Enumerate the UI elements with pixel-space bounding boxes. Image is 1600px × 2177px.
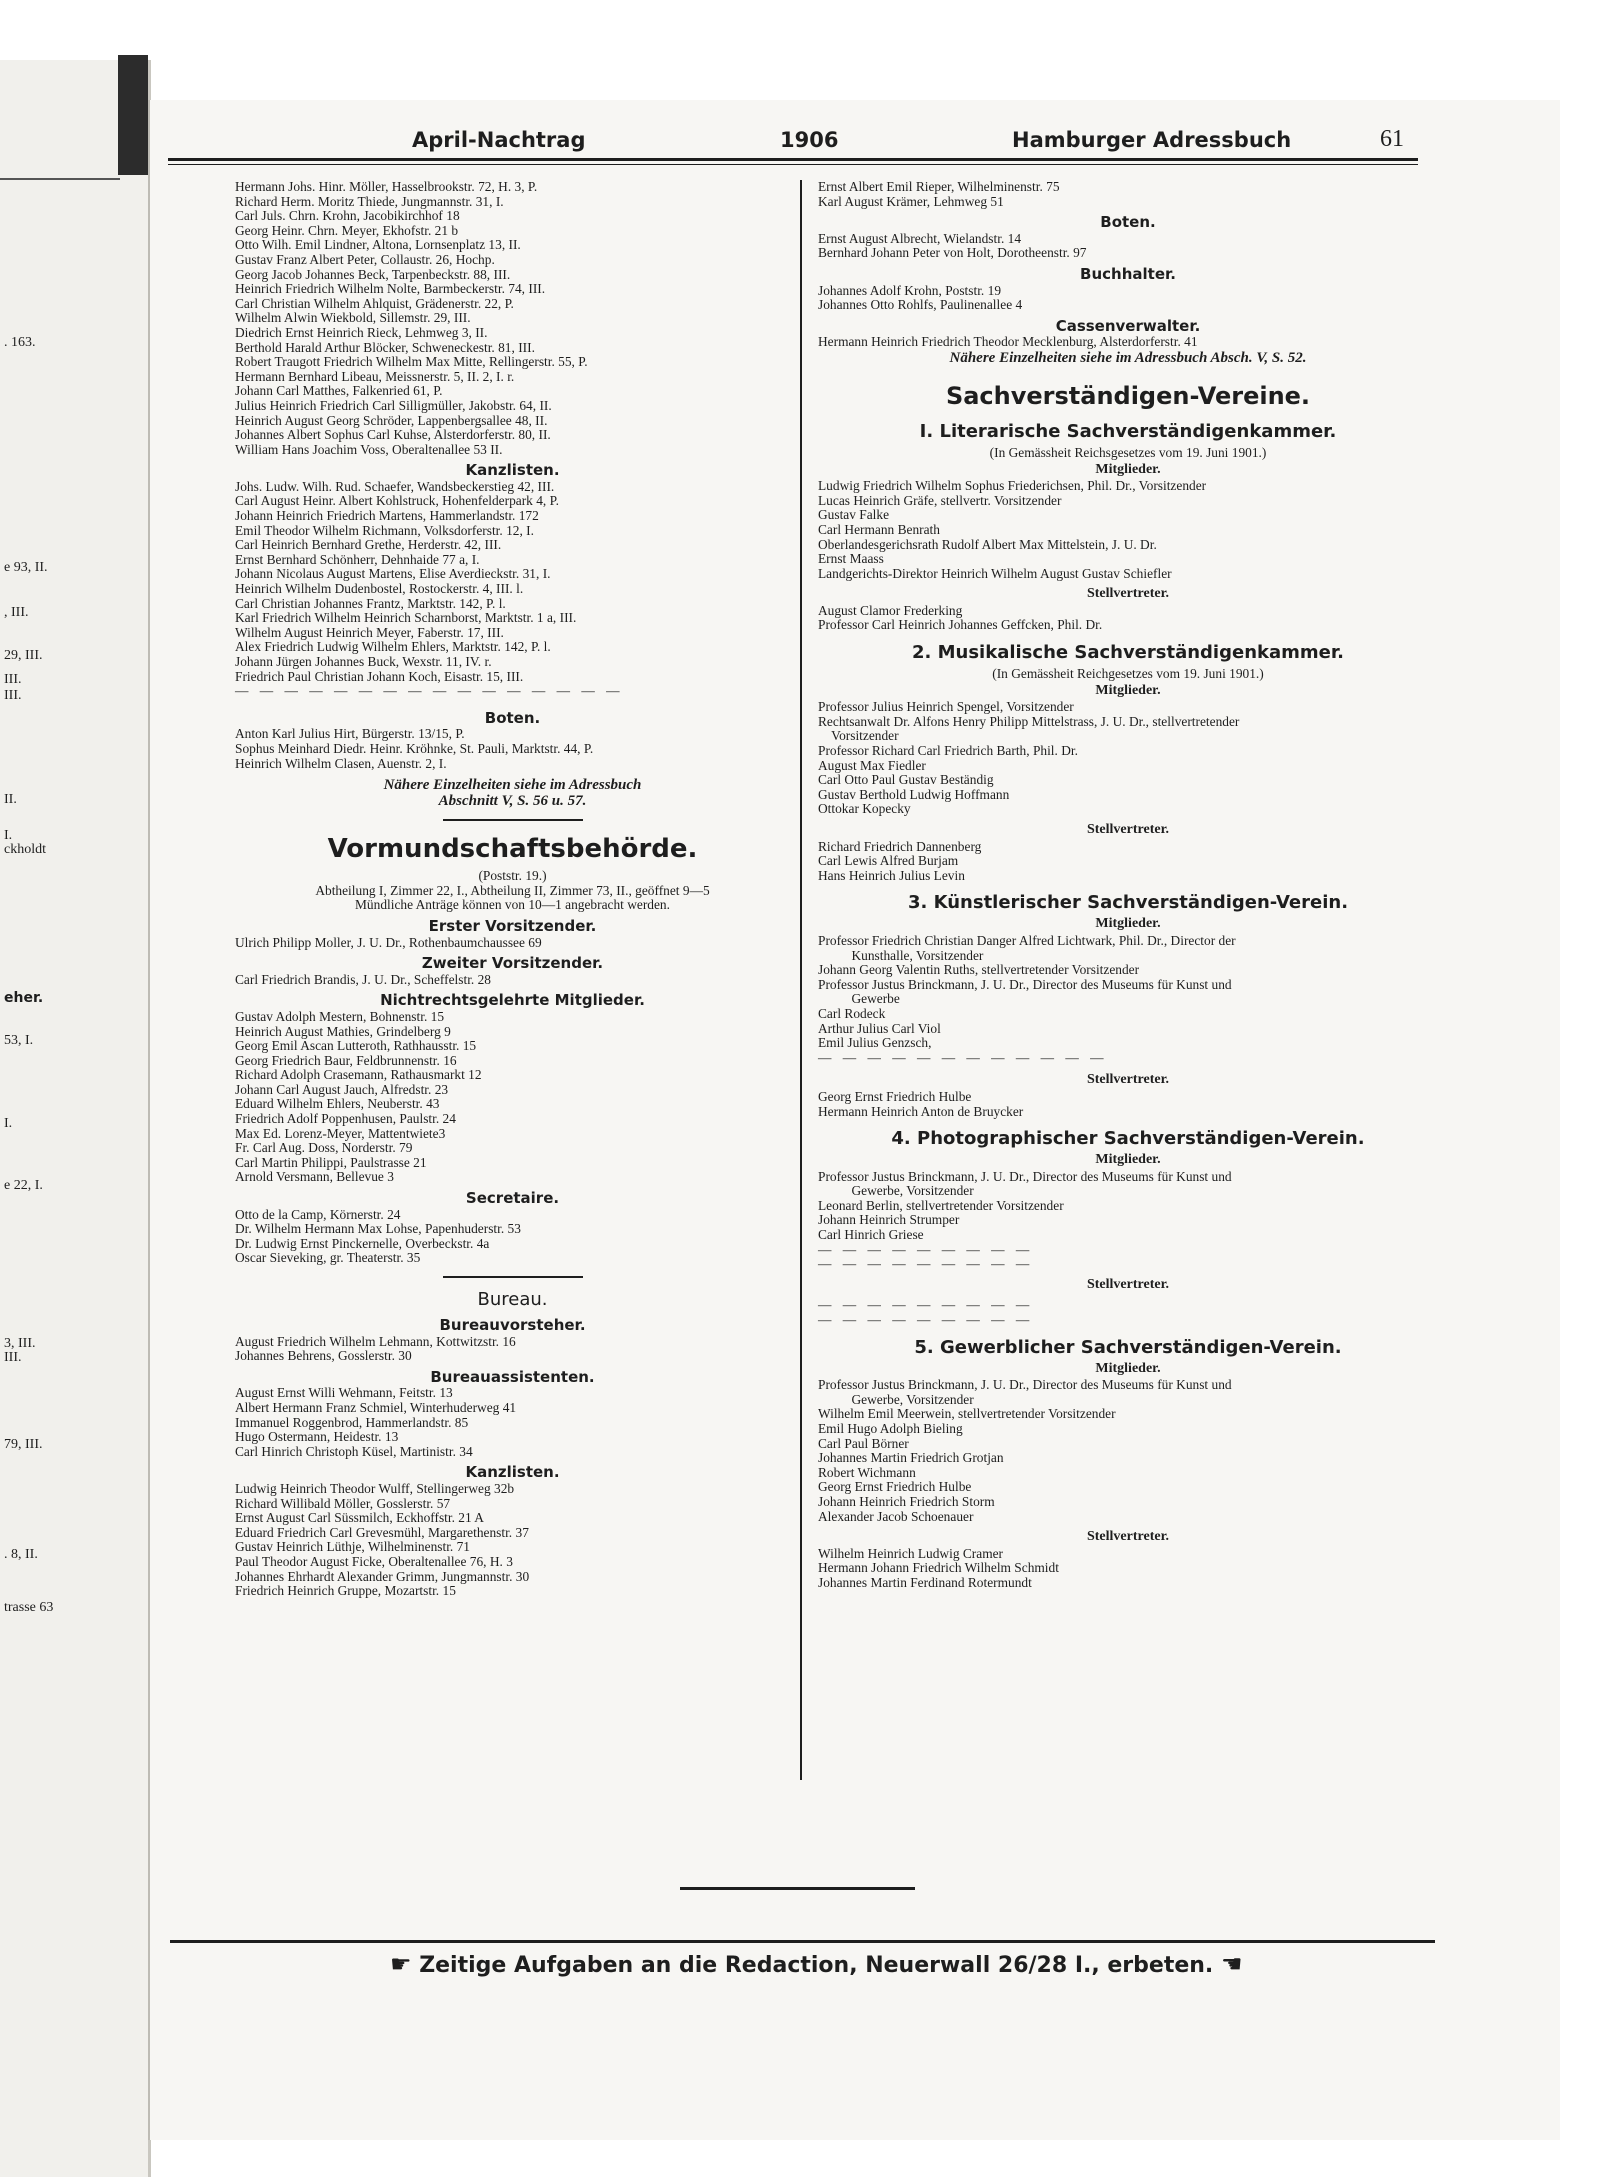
entry-list bbox=[235, 480, 790, 684]
kanzlisten-heading: Kanzlisten. bbox=[465, 461, 560, 480]
entry: Gustav Adolph Mestern, Bohnenstr. 15 bbox=[235, 1008, 445, 1024]
entry: Johannes Adolf Krohn, Poststr. 19 bbox=[818, 282, 1002, 298]
entry: Carl Heinrich Bernhard Grethe, Herderstr. 42, III. bbox=[235, 537, 502, 553]
dash-line: — — — — — — — — — bbox=[818, 1312, 1034, 1328]
previous-page-strip bbox=[0, 60, 151, 2177]
entry: Ulrich Philipp Moller, J. U. Dr., Rothenbaumchaussee 69 bbox=[235, 934, 542, 950]
subheading: Zweiter Vorsitzender. bbox=[421, 954, 604, 973]
subheading: Stellvertreter. bbox=[1086, 586, 1169, 602]
section-title: Bureau. bbox=[477, 1289, 548, 1310]
strip-snippet: eher. bbox=[4, 990, 44, 1006]
entry: Carl Juls. Chrn. Krohn, Jacobikirchhof 18 bbox=[235, 208, 460, 224]
entry: Fr. Carl Aug. Doss, Norderstr. 79 bbox=[235, 1140, 413, 1156]
entry: Wilhelm August Heinrich Meyer, Faberstr. 17, III. bbox=[235, 624, 504, 640]
binding-shadow bbox=[118, 55, 148, 175]
entry: Wilhelm Emil Meerwein, stellvertretender Vorsitzender bbox=[818, 1406, 1116, 1422]
subheading: Mitglieder. bbox=[1095, 461, 1161, 477]
footer-rule bbox=[170, 1940, 1435, 1943]
subheading: Mitglieder. bbox=[1095, 916, 1161, 932]
entry: Carl Martin Philippi, Paulstrasse 21 bbox=[235, 1154, 427, 1170]
strip-snippet: , III. bbox=[4, 605, 29, 620]
entry: Emil Theodor Wilhelm Richmann, Volksdorferstr. 12, I. bbox=[235, 522, 534, 538]
entry: Heinrich Friedrich Wilhelm Nolte, Barmbeckerstr. 74, III. bbox=[235, 281, 546, 297]
hours: Abtheilung I, Zimmer 22, I., Abtheilung II, Zimmer 73, II., geöffnet 9—5 bbox=[315, 882, 710, 898]
entry: August Clamor Frederking bbox=[818, 602, 963, 618]
strip-snippet: . 163. bbox=[4, 335, 36, 350]
footer-notice bbox=[390, 1950, 1390, 1978]
entry: Oberlandesgerichsrath Rudolf Albert Max Mittelstein, J. U. Dr. bbox=[818, 536, 1157, 552]
entry: August Friedrich Wilhelm Lehmann, Kottwitzstr. 16 bbox=[235, 1333, 516, 1349]
entry: Carl August Heinr. Albert Kohlstruck, Hohenfelderpark 4, P. bbox=[235, 493, 559, 509]
end-rule bbox=[680, 1887, 915, 1890]
entry: Gustav Heinrich Lüthje, Wilhelminenstr. 71 bbox=[235, 1539, 470, 1555]
entry: Diedrich Ernst Heinrich Rieck, Lehmweg 3, II. bbox=[235, 324, 488, 340]
entry: Gustav Franz Albert Peter, Collaustr. 26, Hochp. bbox=[235, 251, 495, 267]
entry: Ernst August Carl Süssmilch, Eckhoffstr. 21 A bbox=[235, 1510, 484, 1526]
entry: Wilhelm Heinrich Ludwig Cramer bbox=[818, 1545, 1004, 1561]
entry-list bbox=[818, 934, 1438, 1051]
header-rule-thin bbox=[168, 164, 1418, 165]
entry: Alex Friedrich Ludwig Wilhelm Ehlers, Marktstr. 142, P. l. bbox=[235, 639, 551, 655]
entry: Professor Richard Carl Friedrich Barth, Phil. Dr. bbox=[818, 743, 1078, 759]
entry: Karl Friedrich Wilhelm Heinrich Scharnborst, Marktstr. 1 a, III. bbox=[235, 610, 577, 626]
subheading: Buchhalter. bbox=[1080, 264, 1176, 283]
entry: Gustav Berthold Ludwig Hoffmann bbox=[818, 786, 1010, 802]
entry: Professor Justus Brinckmann, J. U. Dr., Director des Museums für Kunst und bbox=[818, 1377, 1232, 1393]
entry: Dr. Ludwig Ernst Pinckernelle, Overbeckstr. 4a bbox=[235, 1235, 490, 1251]
entry: Ludwig Friedrich Wilhelm Sophus Friederichsen, Phil. Dr., Vorsitzender bbox=[818, 478, 1207, 494]
entry: Hermann Johs. Hinr. Möller, Hasselbrookstr. 72, H. 3, P. bbox=[235, 179, 538, 194]
subheading: Stellvertreter. bbox=[1086, 1529, 1169, 1545]
entry: Johannes Behrens, Gosslerstr. 30 bbox=[235, 1348, 412, 1364]
subheading: Kanzlisten. bbox=[465, 1463, 560, 1482]
entry: Carl Paul Börner bbox=[818, 1435, 909, 1451]
entry: Carl Rodeck bbox=[818, 1005, 886, 1021]
entry: Carl Friedrich Brandis, J. U. Dr., Scheffelstr. 28 bbox=[235, 971, 491, 987]
subheading: Stellvertreter. bbox=[1086, 822, 1169, 837]
strip-snippet: 79, III. bbox=[4, 1437, 43, 1452]
entry: Johannes Martin Ferdinand Rotermundt bbox=[818, 1574, 1032, 1590]
strip-snippet: 29, III. bbox=[4, 648, 43, 663]
strip-snippet: 53, I. bbox=[4, 1033, 34, 1048]
entry: Johann Georg Valentin Ruths, stellvertretender Vorsitzender bbox=[818, 962, 1140, 978]
header-left: April-Nachtrag bbox=[412, 128, 586, 152]
entry: Johann Carl Matthes, Falkenried 61, P. bbox=[235, 383, 443, 399]
strip-snippet: ckholdt bbox=[4, 842, 46, 857]
subheading: Cassenverwalter. bbox=[1055, 316, 1201, 335]
entry: Georg Emil Ascan Lutteroth, Rathhausstr. 15 bbox=[235, 1038, 477, 1054]
entry: Richard Willibald Möller, Gosslerstr. 57 bbox=[235, 1495, 451, 1511]
entry: Georg Jacob Johannes Beck, Tarpenbeckstr. 88, III. bbox=[235, 266, 511, 282]
entry: Gewerbe, Vorsitzender bbox=[818, 1391, 974, 1407]
society-title: 4. Photographischer Sachverständigen-Verein. bbox=[891, 1128, 1365, 1150]
header-year: 1906 bbox=[780, 128, 839, 152]
entry: Carl Christian Johannes Frantz, Marktstr. 142, P. l. bbox=[235, 595, 506, 611]
entry: Ernst August Albrecht, Wielandstr. 14 bbox=[818, 230, 1022, 246]
pointing-hand-icon: ☛ bbox=[390, 1950, 412, 1978]
entry: Georg Friedrich Baur, Feldbrunnenstr. 16 bbox=[235, 1052, 457, 1068]
entry: Hermann Heinrich Anton de Bruycker bbox=[818, 1103, 1024, 1119]
entry-list bbox=[235, 1335, 790, 1364]
entry: Professor Justus Brinckmann, J. U. Dr., Director des Museums für Kunst und bbox=[818, 976, 1232, 992]
entry: Ottokar Kopecky bbox=[818, 801, 911, 817]
entry: Hermann Johann Friedrich Wilhelm Schmidt bbox=[818, 1560, 1059, 1576]
entry: Bernhard Johann Peter von Holt, Dorotheenstr. 97 bbox=[818, 245, 1087, 261]
right-column bbox=[818, 180, 1438, 1591]
entry: Dr. Wilhelm Hermann Max Lohse, Papenhuderstr. 53 bbox=[235, 1221, 521, 1237]
subheading: Stellvertreter. bbox=[1086, 1072, 1169, 1088]
strip-snippet: . 8, II. bbox=[4, 1547, 38, 1562]
entry: Heinrich Wilhelm Dudenbostel, Rostockerstr. 4, III. l. bbox=[235, 581, 524, 597]
subheading: Nichtrechtsgelehrte Mitglieder. bbox=[380, 991, 645, 1010]
law-reference: (In Gemässheit Reichgesetzes vom 19. Juni 1901.) bbox=[992, 666, 1264, 682]
entry: Gustav Falke bbox=[818, 507, 890, 523]
strip-rule bbox=[0, 178, 120, 180]
entry: Heinrich August Mathies, Grindelberg 9 bbox=[235, 1023, 451, 1039]
entry: Friedrich Heinrich Gruppe, Mozartstr. 15 bbox=[235, 1583, 456, 1599]
entry: Carl Hinrich Christoph Küsel, Martinistr. 34 bbox=[235, 1443, 473, 1459]
entry-list bbox=[818, 1170, 1438, 1243]
strip-snippet: III. bbox=[4, 672, 22, 687]
strip-snippet: III. bbox=[4, 688, 22, 703]
reference-note: Abschnitt V, S. 56 u. 57. bbox=[438, 793, 587, 810]
strip-snippet: 3, III. bbox=[4, 1336, 36, 1351]
entry: Ludwig Heinrich Theodor Wulff, Stellingerweg 32b bbox=[235, 1480, 515, 1496]
entry: Richard Adolph Crasemann, Rathausmarkt 12 bbox=[235, 1067, 482, 1083]
subheading: Mitglieder. bbox=[1095, 1152, 1161, 1168]
entry: Vorsitzender bbox=[818, 728, 899, 744]
entry: Carl Hinrich Griese bbox=[818, 1227, 924, 1243]
dash-line: — — — — — — — — — bbox=[818, 1241, 1034, 1257]
left-column bbox=[235, 180, 790, 1599]
entry: Heinrich Wilhelm Clasen, Auenstr. 2, I. bbox=[235, 755, 447, 771]
entry: Johannes Albert Sophus Carl Kuhse, Alsterdorferstr. 80, II. bbox=[235, 427, 551, 443]
entry-list bbox=[235, 180, 790, 457]
separator bbox=[443, 819, 583, 821]
entry: Arthur Julius Carl Viol bbox=[818, 1020, 941, 1036]
entry-list bbox=[235, 1010, 790, 1185]
entry: Johannes Otto Rohlfs, Paulinenallee 4 bbox=[818, 297, 1023, 313]
entry: Arnold Versmann, Bellevue 3 bbox=[235, 1169, 394, 1185]
hours: Mündliche Anträge können von 10—1 angebracht werden. bbox=[355, 897, 670, 913]
entry: Johann Heinrich Friedrich Storm bbox=[818, 1493, 995, 1509]
entry: Georg Heinr. Chrn. Meyer, Ekhofstr. 21 b bbox=[235, 222, 459, 238]
entry: August Max Fiedler bbox=[818, 757, 926, 773]
entry: Johann Carl August Jauch, Alfredstr. 23 bbox=[235, 1081, 449, 1097]
entry: Carl Otto Paul Gustav Beständig bbox=[818, 772, 994, 788]
entry: Otto Wilh. Emil Lindner, Altona, Lornsenplatz 13, II. bbox=[235, 237, 521, 253]
dash-line: — — — — — — — — — bbox=[818, 1297, 1034, 1313]
section-title: Vormundschaftsbehörde. bbox=[327, 834, 698, 865]
footer-text: Zeitige Aufgaben an die Redaction, Neuerwall 26/28 I., erbeten. bbox=[419, 1953, 1214, 1978]
society-title: 3. Künstlerischer Sachverständigen-Verein. bbox=[907, 892, 1349, 914]
entry: Carl Christian Wilhelm Ahlquist, Grädenerstr. 22, P. bbox=[235, 295, 514, 311]
entry-list bbox=[818, 180, 1438, 209]
entry: Ernst Albert Emil Rieper, Wilhelminenstr. 75 bbox=[818, 179, 1060, 194]
entry: Berthold Harald Arthur Blöcker, Schweneckestr. 81, III. bbox=[235, 339, 535, 355]
entry-list bbox=[235, 1482, 790, 1599]
entry: Immanuel Roggenbrod, Hammerlandstr. 85 bbox=[235, 1414, 469, 1430]
entry: Ernst Maass bbox=[818, 551, 884, 567]
entry: August Ernst Willi Wehmann, Feitstr. 13 bbox=[235, 1385, 453, 1401]
entry: Friedrich Paul Christian Johann Koch, Eisastr. 15, III. bbox=[235, 668, 524, 684]
subheading: Mitglieder. bbox=[1095, 1360, 1161, 1376]
entry: Johannes Ehrhardt Alexander Grimm, Jungmannstr. 30 bbox=[235, 1568, 530, 1584]
entry: Hermann Heinrich Friedrich Theodor Mecklenburg, Alsterdorferstr. 41 bbox=[818, 334, 1198, 350]
entry: Georg Ernst Friedrich Hulbe bbox=[818, 1088, 972, 1104]
strip-snippet: III. bbox=[4, 1350, 22, 1365]
dash-line: — — — — — — — — — — — — bbox=[818, 1049, 1108, 1065]
entry: Emil Julius Genzsch, bbox=[818, 1035, 932, 1051]
reference-note: Nähere Einzelheiten siehe im Adressbuch bbox=[383, 777, 642, 794]
entry: Wilhelm Alwin Wiekbold, Sillemstr. 29, III. bbox=[235, 310, 471, 326]
strip-snippet: trasse 63 bbox=[4, 1600, 54, 1615]
entry-list bbox=[818, 700, 1438, 817]
entry: Gewerbe, Vorsitzender bbox=[818, 1183, 974, 1199]
entry: Karl August Krämer, Lehmweg 51 bbox=[818, 193, 1004, 209]
entry: Carl Hermann Benrath bbox=[818, 521, 940, 537]
strip-snippet: I. bbox=[4, 1116, 13, 1131]
header-title: Hamburger Adressbuch bbox=[1012, 128, 1292, 152]
entry: Leonard Berlin, stellvertretender Vorsitzender bbox=[818, 1197, 1064, 1213]
separator bbox=[443, 1276, 583, 1278]
entry: Ernst Bernhard Schönherr, Dehnhaide 77 a, I. bbox=[235, 551, 480, 567]
law-reference: (In Gemässheit Reichsgesetzes vom 19. Juni 1901.) bbox=[989, 444, 1267, 460]
dash-line: — — — — — — — — — bbox=[818, 1256, 1034, 1272]
entry-list bbox=[818, 284, 1438, 313]
entry: Heinrich August Georg Schröder, Lappenbergsallee 48, II. bbox=[235, 412, 548, 428]
entry: Professor Julius Heinrich Spengel, Vorsitzender bbox=[818, 699, 1074, 715]
dash-line: — — — — — — — — — — — — — — — — bbox=[235, 683, 624, 699]
entry-list bbox=[818, 1090, 1438, 1119]
entry-list bbox=[235, 1208, 790, 1266]
entry: Lucas Heinrich Gräfe, stellvertr. Vorsitzender bbox=[818, 492, 1062, 508]
entry: Johann Heinrich Strumper bbox=[818, 1212, 960, 1228]
address: (Poststr. 19.) bbox=[478, 868, 547, 884]
entry: Georg Ernst Friedrich Hulbe bbox=[818, 1479, 972, 1495]
header-rule bbox=[168, 158, 1418, 161]
entry: Eduard Friedrich Carl Grevesmühl, Margarethenstr. 37 bbox=[235, 1524, 529, 1540]
entry-list bbox=[818, 1547, 1438, 1591]
entry: Johannes Martin Friedrich Grotjan bbox=[818, 1450, 1004, 1466]
entry: Landgerichts-Direktor Heinrich Wilhelm August Gustav Schiefler bbox=[818, 565, 1172, 581]
entry: Kunsthalle, Vorsitzender bbox=[818, 947, 984, 963]
entry-list bbox=[818, 604, 1438, 633]
boten-heading: Boten. bbox=[484, 708, 541, 727]
pointing-hand-icon: ☚ bbox=[1220, 1950, 1243, 1978]
subheading: Stellvertreter. bbox=[1086, 1276, 1169, 1292]
society-title: 5. Gewerblicher Sachverständigen-Verein. bbox=[914, 1336, 1342, 1358]
entry: Rechtsanwalt Dr. Alfons Henry Philipp Mittelstrass, J. U. Dr., stellvertretender bbox=[818, 713, 1240, 729]
entry-list bbox=[235, 1386, 790, 1459]
strip-snippet: I. bbox=[4, 828, 13, 843]
entry: Hermann Bernhard Libeau, Meissnerstr. 5, II. 2, I. r. bbox=[235, 368, 515, 384]
page-number: 61 bbox=[1380, 126, 1404, 152]
subheading: Bureauvorsteher. bbox=[439, 1316, 586, 1334]
subheading: Bureauassistenten. bbox=[430, 1367, 595, 1386]
entry: Sophus Meinhard Diedr. Heinr. Kröhnke, St. Pauli, Marktstr. 44, P. bbox=[235, 740, 594, 756]
entry: Professor Carl Heinrich Johannes Geffcken, Phil. Dr. bbox=[818, 617, 1103, 633]
entry: Johann Heinrich Friedrich Martens, Hammerlandstr. 172 bbox=[235, 508, 539, 524]
subheading: Boten. bbox=[1100, 213, 1156, 232]
society-title: I. Literarische Sachverständigenkammer. bbox=[919, 420, 1337, 442]
entry: Professor Friedrich Christian Danger Alfred Lichtwark, Phil. Dr., Director der bbox=[818, 932, 1236, 948]
society-title: 2. Musikalische Sachverständigenkammer. bbox=[911, 642, 1344, 664]
entry: Paul Theodor August Ficke, Oberaltenallee 76, H. 3 bbox=[235, 1553, 513, 1569]
entry-list bbox=[818, 1378, 1438, 1524]
entry: Professor Justus Brinckmann, J. U. Dr., Director des Museums für Kunst und bbox=[818, 1168, 1232, 1184]
entry: Carl Lewis Alfred Burjam bbox=[818, 853, 959, 869]
entry-list bbox=[818, 840, 1438, 884]
strip-snippet: e 22, I. bbox=[4, 1178, 43, 1193]
entry: Alexander Jacob Schoenauer bbox=[818, 1508, 974, 1524]
entry: Max Ed. Lorenz-Meyer, Mattentwiete3 bbox=[235, 1125, 446, 1141]
entry: Robert Traugott Friedrich Wilhelm Max Mitte, Rellingerstr. 55, P. bbox=[235, 354, 588, 370]
section-title: Sachverständigen-Vereine. bbox=[945, 381, 1311, 410]
entry: Robert Wichmann bbox=[818, 1464, 916, 1480]
entry: Richard Herm. Moritz Thiede, Jungmannstr. 31, I. bbox=[235, 193, 504, 209]
entry: Johann Jürgen Johannes Buck, Wexstr. 11, IV. r. bbox=[235, 654, 492, 669]
entry: Anton Karl Julius Hirt, Bürgerstr. 13/15, P. bbox=[235, 726, 465, 742]
subheading: Secretaire. bbox=[465, 1189, 560, 1208]
entry-list bbox=[235, 727, 790, 771]
entry: Julius Heinrich Friedrich Carl Silligmüller, Jakobstr. 64, II. bbox=[235, 397, 552, 413]
entry: Albert Hermann Franz Schmiel, Winterhuderweg 41 bbox=[235, 1399, 517, 1415]
column-divider bbox=[800, 180, 802, 1780]
subheading: Mitglieder. bbox=[1095, 682, 1161, 698]
entry: Johann Nicolaus August Martens, Elise Averdieckstr. 31, I. bbox=[235, 566, 551, 582]
subheading: Erster Vorsitzender. bbox=[428, 916, 597, 935]
entry-list bbox=[818, 232, 1438, 261]
entry: Gewerbe bbox=[818, 991, 900, 1007]
entry: William Hans Joachim Voss, Oberaltenallee 53 II. bbox=[235, 441, 503, 457]
entry: Otto de la Camp, Körnerstr. 24 bbox=[235, 1206, 401, 1222]
entry: Friedrich Adolf Poppenhusen, Paulstr. 24 bbox=[235, 1111, 456, 1127]
entry: Eduard Wilhelm Ehlers, Neuberstr. 43 bbox=[235, 1096, 440, 1112]
entry: Oscar Sieveking, gr. Theaterstr. 35 bbox=[235, 1250, 421, 1266]
entry-list bbox=[818, 479, 1438, 581]
entry: Hans Heinrich Julius Levin bbox=[818, 867, 965, 883]
strip-snippet: e 93, II. bbox=[4, 560, 48, 575]
reference-note: Nähere Einzelheiten siehe im Adressbuch Absch. V, S. 52. bbox=[949, 349, 1307, 366]
entry: Emil Hugo Adolph Bieling bbox=[818, 1421, 963, 1436]
entry: Johs. Ludw. Wilh. Rud. Schaefer, Wandsbeckerstieg 42, III. bbox=[235, 478, 555, 494]
entry: Hugo Ostermann, Heidestr. 13 bbox=[235, 1429, 399, 1445]
strip-snippet: II. bbox=[4, 792, 17, 807]
entry: Richard Friedrich Dannenberg bbox=[818, 838, 982, 854]
